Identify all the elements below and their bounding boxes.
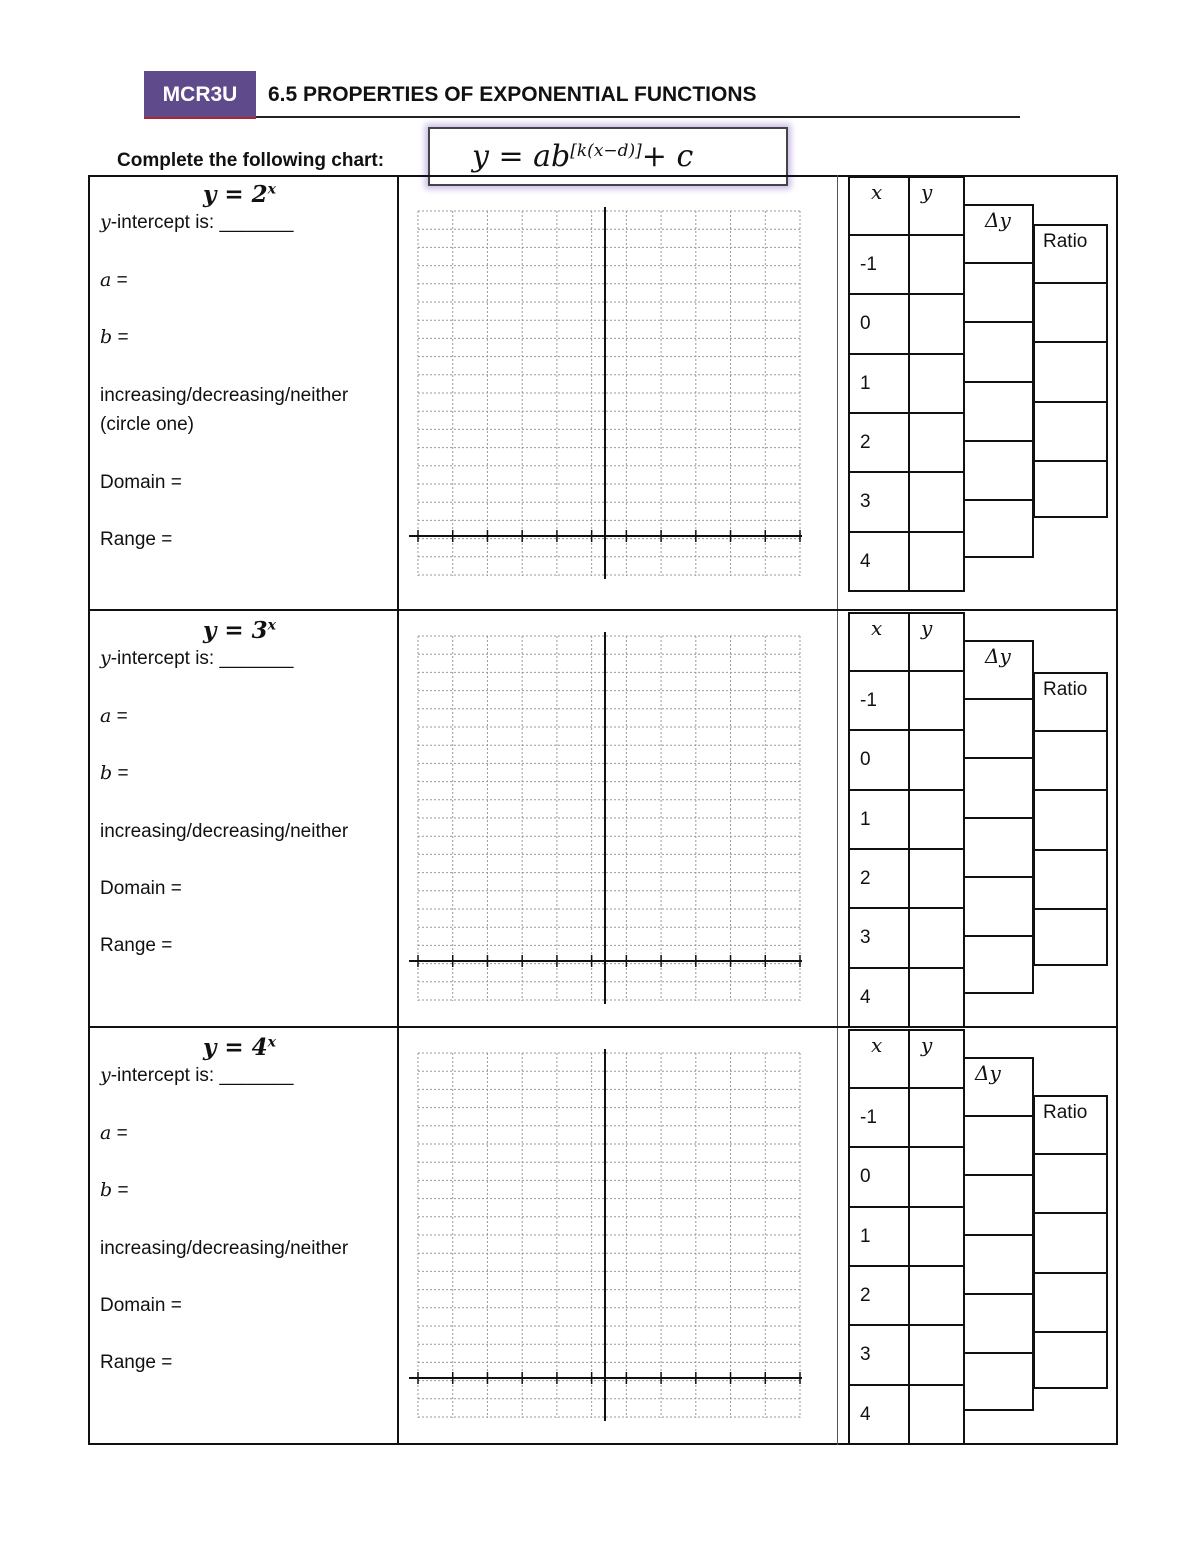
equation-exponent: x bbox=[267, 1034, 277, 1051]
xy-row-line bbox=[848, 412, 965, 414]
range-label: Range = bbox=[100, 1352, 173, 1373]
dy-row-line bbox=[963, 381, 1034, 383]
ratio-row-line bbox=[1033, 341, 1108, 343]
domain-label: Domain = bbox=[100, 1295, 182, 1316]
dy-row-line bbox=[963, 876, 1034, 878]
y-value-blank[interactable] bbox=[912, 416, 962, 467]
y-value-blank[interactable] bbox=[912, 793, 962, 844]
dy-row-line bbox=[963, 1174, 1034, 1176]
x-value: 0 bbox=[860, 1166, 871, 1188]
dy-row-line bbox=[963, 1234, 1034, 1236]
dy-row-line bbox=[963, 698, 1034, 700]
dy-row-line bbox=[963, 262, 1034, 264]
ratio-header: Ratio bbox=[1043, 679, 1088, 700]
x-header: x bbox=[871, 616, 883, 640]
y-var: y bbox=[100, 647, 111, 669]
x-value: -1 bbox=[860, 1107, 877, 1128]
y-var: y bbox=[100, 1064, 111, 1086]
x-value: 1 bbox=[860, 1225, 871, 1247]
a-var: a bbox=[100, 1122, 112, 1144]
b-var: b bbox=[100, 1179, 113, 1201]
ratio-value-blank[interactable] bbox=[1037, 793, 1103, 844]
y-value-blank[interactable] bbox=[912, 733, 962, 784]
range-label: Range = bbox=[100, 935, 173, 956]
dy-value-blank[interactable] bbox=[967, 761, 1029, 812]
dy-value-blank[interactable] bbox=[967, 503, 1029, 554]
dy-value-blank[interactable] bbox=[967, 702, 1029, 753]
dy-value-blank[interactable] bbox=[967, 266, 1029, 317]
y-value-blank[interactable] bbox=[912, 1328, 962, 1379]
ratio-value-blank[interactable] bbox=[1037, 912, 1103, 963]
ratio-row-line bbox=[1033, 460, 1108, 462]
ratio-row-line bbox=[1033, 908, 1108, 910]
xy-row-line bbox=[848, 293, 965, 295]
x-value: 4 bbox=[860, 986, 871, 1008]
a-var: a bbox=[100, 269, 112, 291]
equation-exponent: x bbox=[267, 617, 277, 634]
y-header: y bbox=[921, 180, 933, 204]
dy-row-line bbox=[963, 757, 1034, 759]
ratio-value-blank[interactable] bbox=[1037, 1216, 1103, 1267]
y-value-blank[interactable] bbox=[912, 1150, 962, 1201]
x-value: -1 bbox=[860, 690, 877, 711]
xy-row-line bbox=[848, 729, 965, 731]
xy-row-line bbox=[848, 234, 965, 236]
y-value-blank[interactable] bbox=[912, 535, 962, 586]
a-var: a bbox=[100, 705, 112, 727]
y-value-blank[interactable] bbox=[912, 357, 962, 408]
xy-row-line bbox=[848, 670, 965, 672]
ratio-value-blank[interactable] bbox=[1037, 1335, 1103, 1386]
x-value: 3 bbox=[860, 1344, 871, 1366]
y-value-blank[interactable] bbox=[912, 475, 962, 526]
a-eq: = bbox=[111, 270, 128, 291]
b-eq: = bbox=[112, 763, 129, 784]
dy-value-blank[interactable] bbox=[967, 1119, 1029, 1170]
course-badge: MCR3U bbox=[144, 71, 256, 118]
xy-table-divider bbox=[908, 612, 910, 1028]
y-value-blank[interactable] bbox=[912, 1091, 962, 1142]
x-header: x bbox=[871, 1033, 883, 1057]
b-eq: = bbox=[112, 327, 129, 348]
ratio-header: Ratio bbox=[1043, 231, 1088, 252]
dy-row-line bbox=[963, 440, 1034, 442]
b-eq: = bbox=[112, 1180, 129, 1201]
ratio-value-blank[interactable] bbox=[1037, 734, 1103, 785]
a-eq: = bbox=[111, 706, 128, 727]
formula-tail: + c bbox=[641, 139, 694, 174]
x-value: 0 bbox=[860, 313, 871, 335]
dy-value-blank[interactable] bbox=[967, 1238, 1029, 1289]
dy-row-line bbox=[963, 1115, 1034, 1117]
ratio-row-line bbox=[1033, 282, 1108, 284]
ratio-row-line bbox=[1033, 1153, 1108, 1155]
x-value: 4 bbox=[860, 550, 871, 572]
ratio-row-line bbox=[1033, 1212, 1108, 1214]
dy-row-line bbox=[963, 321, 1034, 323]
xy-row-line bbox=[848, 1324, 965, 1326]
xy-row-line bbox=[848, 1384, 965, 1386]
xy-row-line bbox=[848, 471, 965, 473]
xy-row-line bbox=[848, 967, 965, 969]
ratio-value-blank[interactable] bbox=[1037, 464, 1103, 515]
ratio-row-line bbox=[1033, 1331, 1108, 1333]
x-value: 1 bbox=[860, 808, 871, 830]
y-var: y bbox=[100, 211, 111, 233]
y-value-blank[interactable] bbox=[912, 971, 962, 1022]
xy-row-line bbox=[848, 531, 965, 533]
ratio-row-line bbox=[1033, 1272, 1108, 1274]
xy-row-line bbox=[848, 789, 965, 791]
x-value: 0 bbox=[860, 749, 871, 771]
dy-row-line bbox=[963, 499, 1034, 501]
dy-value-blank[interactable] bbox=[967, 325, 1029, 376]
dy-row-line bbox=[963, 935, 1034, 937]
domain-label: Domain = bbox=[100, 878, 182, 899]
a-eq: = bbox=[111, 1123, 128, 1144]
dy-value-blank[interactable] bbox=[967, 821, 1029, 872]
ratio-value-blank[interactable] bbox=[1037, 405, 1103, 456]
dy-row-line bbox=[963, 1293, 1034, 1295]
xy-row-line bbox=[848, 1265, 965, 1267]
y-value-blank[interactable] bbox=[912, 911, 962, 962]
equation-base: y = 3 bbox=[203, 617, 268, 644]
instruction-text: Complete the following chart: bbox=[117, 150, 385, 171]
ratio-value-blank[interactable] bbox=[1037, 1276, 1103, 1327]
range-label: Range = bbox=[100, 529, 173, 550]
ratio-row-line bbox=[1033, 849, 1108, 851]
dy-value-blank[interactable] bbox=[967, 1297, 1029, 1348]
x-value: 3 bbox=[860, 491, 871, 513]
y-header: y bbox=[921, 616, 933, 640]
domain-label: Domain = bbox=[100, 472, 182, 493]
y-intercept-text: -intercept is: _______ bbox=[110, 648, 294, 669]
y-value-blank[interactable] bbox=[912, 238, 962, 289]
xy-row-line bbox=[848, 1206, 965, 1208]
y-intercept-text: -intercept is: _______ bbox=[110, 212, 294, 233]
ratio-value-blank[interactable] bbox=[1037, 286, 1103, 337]
ratio-header: Ratio bbox=[1043, 1102, 1088, 1123]
dy-row-line bbox=[963, 1352, 1034, 1354]
dy-value-blank[interactable] bbox=[967, 939, 1029, 990]
dy-header: Δy bbox=[985, 644, 1011, 668]
x-value: 1 bbox=[860, 372, 871, 394]
x-value: 2 bbox=[860, 431, 871, 453]
x-value: 2 bbox=[860, 867, 871, 889]
y-value-blank[interactable] bbox=[912, 297, 962, 348]
dy-value-blank[interactable] bbox=[967, 1178, 1029, 1229]
y-value-blank[interactable] bbox=[912, 674, 962, 725]
ratio-row-line bbox=[1033, 401, 1108, 403]
equation-exponent: x bbox=[267, 181, 277, 198]
equation-base: y = 4 bbox=[203, 1034, 268, 1061]
dy-value-blank[interactable] bbox=[967, 880, 1029, 931]
xy-row-line bbox=[848, 1146, 965, 1148]
b-var: b bbox=[100, 326, 113, 348]
dy-row-line bbox=[963, 817, 1034, 819]
xy-table-divider bbox=[908, 1029, 910, 1445]
y-value-blank[interactable] bbox=[912, 1388, 962, 1439]
formula-base: y = ab bbox=[472, 139, 571, 174]
x-value: 3 bbox=[860, 927, 871, 949]
x-value: -1 bbox=[860, 254, 877, 275]
y-header: y bbox=[921, 1033, 933, 1057]
dy-value-blank[interactable] bbox=[967, 444, 1029, 495]
y-value-blank[interactable] bbox=[912, 1269, 962, 1320]
xy-table-divider bbox=[908, 176, 910, 592]
dy-value-blank[interactable] bbox=[967, 1356, 1029, 1407]
xy-row-line bbox=[848, 1087, 965, 1089]
trend-note: (circle one) bbox=[100, 414, 194, 435]
y-value-blank[interactable] bbox=[912, 852, 962, 903]
trend-options: increasing/decreasing/neither bbox=[100, 1238, 349, 1259]
x-header: x bbox=[871, 180, 883, 204]
xy-row-line bbox=[848, 848, 965, 850]
dy-value-blank[interactable] bbox=[967, 385, 1029, 436]
trend-options: increasing/decreasing/neither bbox=[100, 821, 349, 842]
x-value: 4 bbox=[860, 1403, 871, 1425]
y-intercept-text: -intercept is: _______ bbox=[110, 1065, 294, 1086]
trend-options: increasing/decreasing/neither bbox=[100, 385, 349, 406]
equation-base: y = 2 bbox=[203, 181, 268, 208]
ratio-value-blank[interactable] bbox=[1037, 1157, 1103, 1208]
xy-row-line bbox=[848, 907, 965, 909]
xy-row-line bbox=[848, 353, 965, 355]
ratio-value-blank[interactable] bbox=[1037, 853, 1103, 904]
x-value: 2 bbox=[860, 1284, 871, 1306]
b-var: b bbox=[100, 762, 113, 784]
dy-header: Δy bbox=[985, 208, 1011, 232]
y-value-blank[interactable] bbox=[912, 1210, 962, 1261]
page-title: 6.5 PROPERTIES OF EXPONENTIAL FUNCTIONS bbox=[268, 83, 757, 106]
dy-header: Δy bbox=[975, 1061, 1001, 1085]
ratio-row-line bbox=[1033, 789, 1108, 791]
formula-exponent: [k(x−d)] bbox=[570, 140, 642, 161]
ratio-row-line bbox=[1033, 730, 1108, 732]
ratio-value-blank[interactable] bbox=[1037, 345, 1103, 396]
